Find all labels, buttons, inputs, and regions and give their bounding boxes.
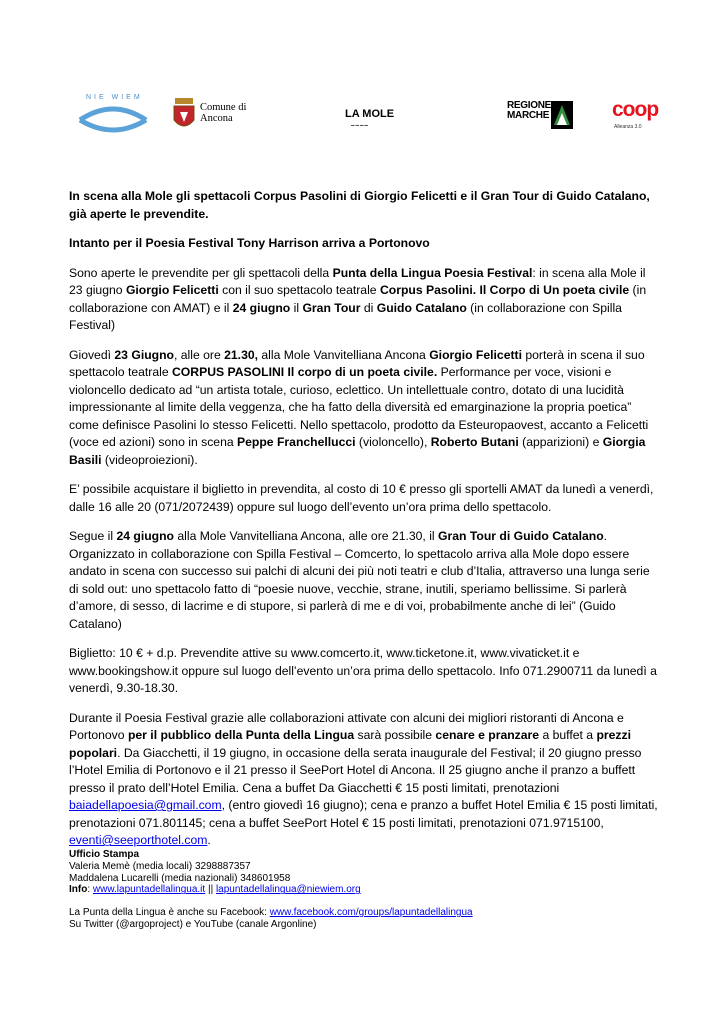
regione-emblem-icon <box>551 101 573 129</box>
press-release-body <box>69 188 659 862</box>
show-title: Gran Tour di Guido Catalano <box>438 529 604 543</box>
performer-name: Roberto Butani <box>430 435 519 449</box>
time: 21.30, <box>224 347 259 362</box>
text: : in scena alla Mole il 23 giugno <box>69 265 646 297</box>
paragraph-buffet <box>69 710 659 850</box>
press-office-title: Ufficio Stampa <box>69 849 140 860</box>
headline: In scena alla Mole gli spettacoli Corpus Pasolini di Giorgio Felicetti e il Gran Tour di Guido Catalano, già aperte le prevendite. <box>69 189 650 221</box>
facebook-link[interactable]: www.facebook.com/groups/lapuntadellalingua <box>269 907 473 919</box>
paragraph-intro <box>69 265 659 335</box>
artist-name: Giorgio Felicetti <box>429 347 522 362</box>
paragraph-tickets-amat: E’ possibile acquistare il biglietto in prevendita, al costo di 10 € presso gli sportelli AMAT da lunedì a venerdì, dalle 16 alle 20 (071/2072439) oppure sul luogo dell’evento un’ora prima dello spettacolo. <box>69 482 654 514</box>
text: con il suo spettacolo teatrale <box>218 283 380 297</box>
text: (violoncello), <box>355 435 431 449</box>
artist-name: Guido Catalano <box>376 300 467 315</box>
text: : <box>87 884 93 896</box>
comune-ancona-logo <box>172 94 252 138</box>
text: Performance per voce, visioni e violoncello dedicato ad “un artista totale, curioso, eclettico. Un intellettuale contro, dotato di una lucidità impressionante al limite della veggenza, che ha fatto della diversità ed emarginazione la propria poetica” come definisce Pasolini lo stesso Felicetti. Nello spettacolo, prodotto da Esteuropaovest, accanto a Felicetti (voce ed azioni) sono in scena <box>69 365 649 449</box>
show-title: Gran Tour <box>302 300 361 315</box>
eye-icon <box>78 94 148 138</box>
text: Sono aperte le prevendite per gli spettacoli della <box>69 265 333 280</box>
text: (videoproiezioni). <box>101 452 198 467</box>
text: (apparizioni) e <box>518 435 603 449</box>
contact-line: Valeria Memè (media locali) 3298887357 <box>69 860 251 872</box>
text: , (entro giovedì 16 giugno); cena e pranzo a buffet Hotel Emilia € 15 posti limitati, prenotazioni 071.801145; cena a buffet SeePort Hotel € 15 posti limitati, prenotazioni 071.9715100, <box>69 798 658 830</box>
subheadline: Intanto per il Poesia Festival Tony Harrison arriva a Portonovo <box>69 236 430 250</box>
paragraph-tickets-info: Biglietto: 10 € + d.p. Prevendite attive su www.comcerto.it, www.ticketone.it, www.vivaticket.it e www.bookingshow.it oppure sul luogo dell’evento un’ora prima dello spettacolo. Info 071.2900711 da lunedì a venerdì, 9.30-18.30. <box>69 646 657 695</box>
website-link[interactable]: www.lapuntadellalingua.it <box>92 884 206 896</box>
text: Durante il Poesia Festival grazie alle collaborazioni attivate con alcuni dei migliori ristoranti di Ancona e Portonovo <box>69 710 624 742</box>
regione-marche-logo <box>507 97 575 135</box>
date: 23 Giugno <box>114 347 174 362</box>
separator: || <box>205 884 216 896</box>
text: Segue il <box>69 529 117 543</box>
date: 24 giugno <box>232 300 291 315</box>
coop-logo-subtitle: Alleanza 3.0 <box>614 124 642 130</box>
info-label: Info <box>69 884 88 896</box>
text: . Organizzato in collaborazione con Spilla Festival – Comcerto, lo spettacolo arriva alla Mole dopo essere andato in scena con successo sui palchi di alcuni dei più noti teatri e club d’Italia, attraverso una lunga serie di sold out: uno spettacolo fatto di “poesie nuove, vecchie, strane, inutili, speriamo bellissime. Si parlerà d’amore, di sesso, di lacrime e di stupore, si parlerà di me e di voi, probabilmente anche di lei” (Guido Catalano) <box>69 529 650 631</box>
highlight: cenare e pranzare <box>435 728 540 742</box>
artist-name: Giorgio Felicetti <box>125 283 219 297</box>
text: (in collaborazione con Spilla Festival) <box>69 300 622 332</box>
email-link-seeporthotel[interactable]: eventi@seeporthotel.com <box>69 833 208 847</box>
coop-logo <box>612 100 664 140</box>
text: a buffet a <box>539 728 597 742</box>
comune-logo-text: Comune di Ancona <box>200 102 247 124</box>
press-office-footer <box>69 849 669 931</box>
facebook-line <box>69 907 669 919</box>
la-mole-logo-tagline: ▬ ▬ ▬ ▬ <box>351 123 368 127</box>
nie-wiem-logo-text: NIE WIEM <box>86 94 143 101</box>
coat-of-arms-icon <box>172 98 196 132</box>
contact-line: Maddalena Lucarelli (media nazionali) 348601958 <box>69 872 291 884</box>
info-line <box>69 884 669 896</box>
email-link[interactable]: lapuntadellalingua@niewiem.org <box>215 884 361 896</box>
text: alla Mole Vanvitelliana Ancona, alle ore 21.30, il <box>174 529 438 543</box>
performer-name: Peppe Franchellucci <box>237 435 356 449</box>
nie-wiem-logo <box>78 94 148 138</box>
twitter-line: Su Twitter (@argoproject) e YouTube (canale Argonline) <box>69 918 317 930</box>
show-title: Corpus Pasolini. Il Corpo di Un poeta civile <box>379 283 630 297</box>
highlight: per il pubblico della Punta della Lingua <box>127 728 355 742</box>
show-title: CORPUS PASOLINI Il corpo di un poeta civile. <box>171 365 438 379</box>
la-mole-logo-text: LA MOLE <box>345 108 395 120</box>
email-link-baiadellapoesia[interactable]: baiadellapoesia@gmail.com <box>69 798 222 812</box>
text: , alle ore <box>173 347 225 362</box>
la-mole-logo <box>345 102 405 132</box>
text: (in collaborazione con AMAT) e il <box>69 283 647 315</box>
text: il <box>290 300 303 315</box>
performer-name: Giorgia Basili <box>69 435 646 467</box>
coop-logo-text: coop <box>612 98 659 121</box>
festival-name: Punta della Lingua Poesia Festival <box>332 265 533 280</box>
date: 24 giugno <box>116 529 174 543</box>
text: Giovedì <box>69 347 115 362</box>
regione-logo-text: REGIONE MARCHE <box>507 100 552 121</box>
text: . Da Giacchetti, il 19 giugno, in occasione della serata inaugurale del Festival; il 20 giugno presso l’Hotel Emilia di Portonovo e il 21 presso il SeePort Hotel di Ancona. Il 25 giugno anche il pranzo a buffett presso il prato dell’Hotel Emilia. Cena a buffet Da Giacchetti € 15 posti limitati, prenotazioni <box>69 745 642 795</box>
logo-bar <box>0 92 725 142</box>
text: alla Mole Vanvitelliana Ancona <box>258 347 430 362</box>
text: di <box>360 300 377 315</box>
text: sarà possibile <box>354 728 436 742</box>
paragraph-corpus-pasolini <box>69 347 659 470</box>
text: porterà in scena il suo spettacolo teatrale <box>69 347 645 379</box>
paragraph-gran-tour <box>69 528 659 633</box>
text: . <box>207 833 211 847</box>
highlight: prezzi popolari <box>69 728 631 760</box>
text: La Punta della Lingua è anche su Facebook: <box>69 907 270 919</box>
